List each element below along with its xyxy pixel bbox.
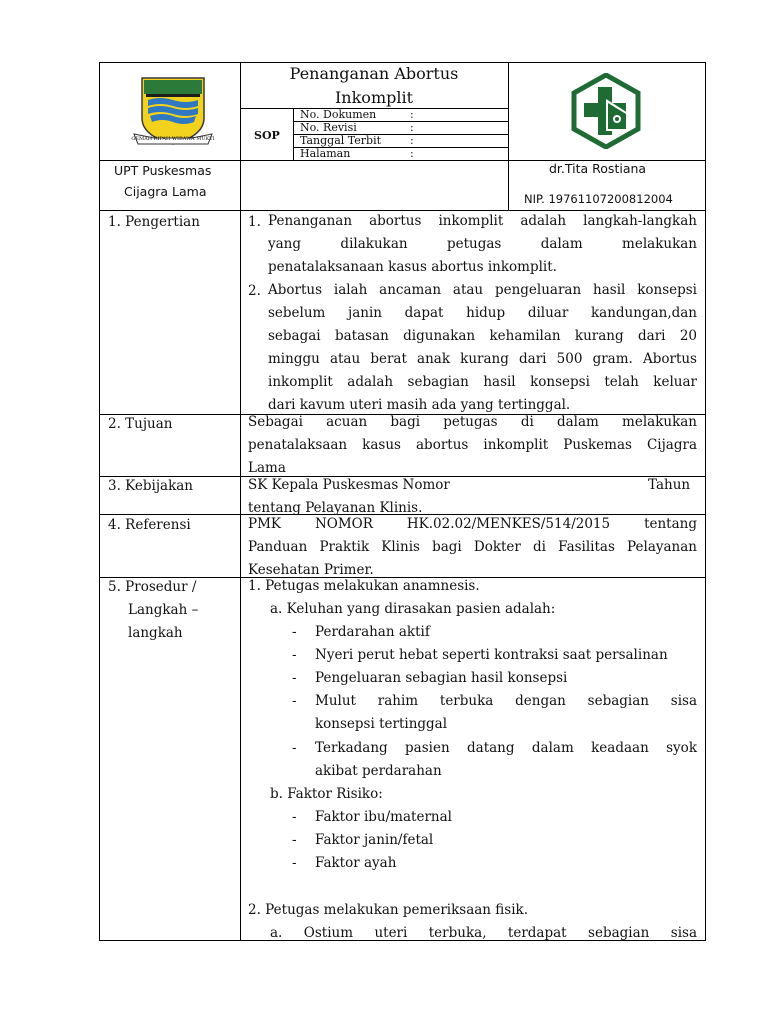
tujuan-line: penatalaksaan kasus abortus inkomplit Puskemas Cijagra xyxy=(248,437,697,453)
signer-nip: NIP. 19761107200812004 xyxy=(524,192,673,206)
pengertian-item2-line: inkomplit adalah sebagian hasil konsepsi telah keluar xyxy=(268,374,697,390)
sop-label: SOP xyxy=(254,129,280,142)
section-label-kebijakan: 3. Kebijakan xyxy=(108,478,194,494)
kebijakan-year-label: Tahun xyxy=(648,477,691,493)
doc-field-colon: : xyxy=(410,147,414,160)
document-title-line1: Penanganan Abortus xyxy=(289,64,459,83)
doc-field-label: No. Revisi xyxy=(300,121,357,134)
prosedur-sublabel: a. Keluhan yang dirasakan pasien adalah: xyxy=(270,601,556,617)
kebijakan-line: SK Kepala Puskesmas Nomor xyxy=(248,477,450,493)
list-dash: - xyxy=(292,855,297,871)
pengertian-item1-line: Penanganan abortus inkomplit adalah langkah-langkah xyxy=(268,213,697,229)
referensi-line: Panduan Praktik Klinis bagi Dokter di Fasilitas Pelayanan xyxy=(248,539,697,555)
pengertian-item2-line: sebelum janin dapat hidup diluar kandungan,dan xyxy=(268,305,697,321)
prosedur-bullet-item: Faktor ibu/maternal xyxy=(315,809,452,825)
puskesmas-logo xyxy=(568,73,644,149)
prosedur-step: 1. Petugas melakukan anamnesis. xyxy=(248,578,480,594)
list-number: 1. xyxy=(248,214,261,230)
pengertian-item2-line: dari kavum uteri masih ada yang tertinggal. xyxy=(268,397,571,413)
border-col xyxy=(508,62,509,211)
section-label-referensi: 4. Referensi xyxy=(108,517,191,533)
section-label-tujuan: 2. Tujuan xyxy=(108,416,173,432)
document-title-line2: Inkomplit xyxy=(334,88,414,107)
section-label-pengertian: 1. Pengertian xyxy=(108,214,200,230)
signer-name: dr.Tita Rostiana xyxy=(549,161,647,176)
doc-field-label: Halaman xyxy=(300,147,351,160)
border-right xyxy=(705,62,706,941)
prosedur-bullet-item: Perdarahan aktif xyxy=(315,624,430,640)
kebijakan-line: tentang Pelayanan Klinis. xyxy=(248,500,423,516)
tujuan-line: Sebagai acuan bagi petugas di dalam melakukan xyxy=(248,414,697,430)
list-dash: - xyxy=(292,740,297,756)
list-number: 2. xyxy=(248,283,261,299)
prosedur-bullet-item: Faktor ayah xyxy=(315,855,397,871)
prosedur-bullet-item: Faktor janin/fetal xyxy=(315,832,434,848)
prosedur-bullet-item: Pengeluaran sebagian hasil konsepsi xyxy=(315,670,568,686)
pengertian-item2-line: Abortus ialah ancaman atau pengeluaran hasil konsepsi xyxy=(268,282,697,298)
pengertian-item2-line: minggu atau berat anak kurang dari 500 gram. Abortus xyxy=(268,351,697,367)
list-dash: - xyxy=(292,809,297,825)
referensi-line: Kesehatan Primer. xyxy=(248,562,374,578)
doc-field-colon: : xyxy=(410,121,414,134)
referensi-line: PMK NOMOR HK.02.02/MENKES/514/2015 tentang xyxy=(248,516,697,532)
section-label-prosedur: Langkah – xyxy=(128,602,199,618)
prosedur-bullet-item: Terkadang pasien datang dalam keadaan syok xyxy=(315,740,697,756)
prosedur-bullet-item: Mulut rahim terbuka dengan sebagian sisa xyxy=(315,693,697,709)
section-label-prosedur: 5. Prosedur / xyxy=(108,579,197,595)
prosedur-sublabel: b. Faktor Risiko: xyxy=(270,786,383,802)
section-label-prosedur: langkah xyxy=(128,625,183,641)
list-dash: - xyxy=(292,670,297,686)
list-dash: - xyxy=(292,693,297,709)
doc-field-colon: : xyxy=(410,108,414,121)
unit-name-line2: Cijagra Lama xyxy=(124,184,207,199)
doc-field-label: No. Dokumen xyxy=(300,108,377,121)
prosedur-bullet-item: konsepsi tertinggal xyxy=(315,716,448,732)
prosedur-bullet-item: Nyeri perut hebat seperti kontraksi saat persalinan xyxy=(315,647,668,663)
logo-motto: GEMAH RIPAH WIBAWA MUKTI xyxy=(131,136,215,142)
prosedur-step: 2. Petugas melakukan pemeriksaan fisik. xyxy=(248,902,529,918)
border-left xyxy=(99,62,100,941)
list-dash: - xyxy=(292,624,297,640)
doc-field-label: Tanggal Terbit xyxy=(300,134,382,147)
doc-field-colon: : xyxy=(410,134,414,147)
pengertian-item2-line: sebagai batasan digunakan kehamilan kurang dari 20 xyxy=(268,328,697,344)
list-dash: - xyxy=(292,647,297,663)
pengertian-item1-line: yang dilakukan petugas dalam melakukan xyxy=(268,236,697,252)
pengertian-item1-line: penatalaksanaan kasus abortus inkomplit. xyxy=(268,259,557,275)
unit-name-line1: UPT Puskesmas xyxy=(114,163,212,178)
border-col xyxy=(240,62,241,941)
list-dash: - xyxy=(292,832,297,848)
prosedur-bullet-item: akibat perdarahan xyxy=(315,763,442,779)
prosedur-sublabel: a. Ostium uteri terbuka, terdapat sebagian sisa xyxy=(270,925,697,941)
tujuan-line: Lama xyxy=(248,460,286,476)
